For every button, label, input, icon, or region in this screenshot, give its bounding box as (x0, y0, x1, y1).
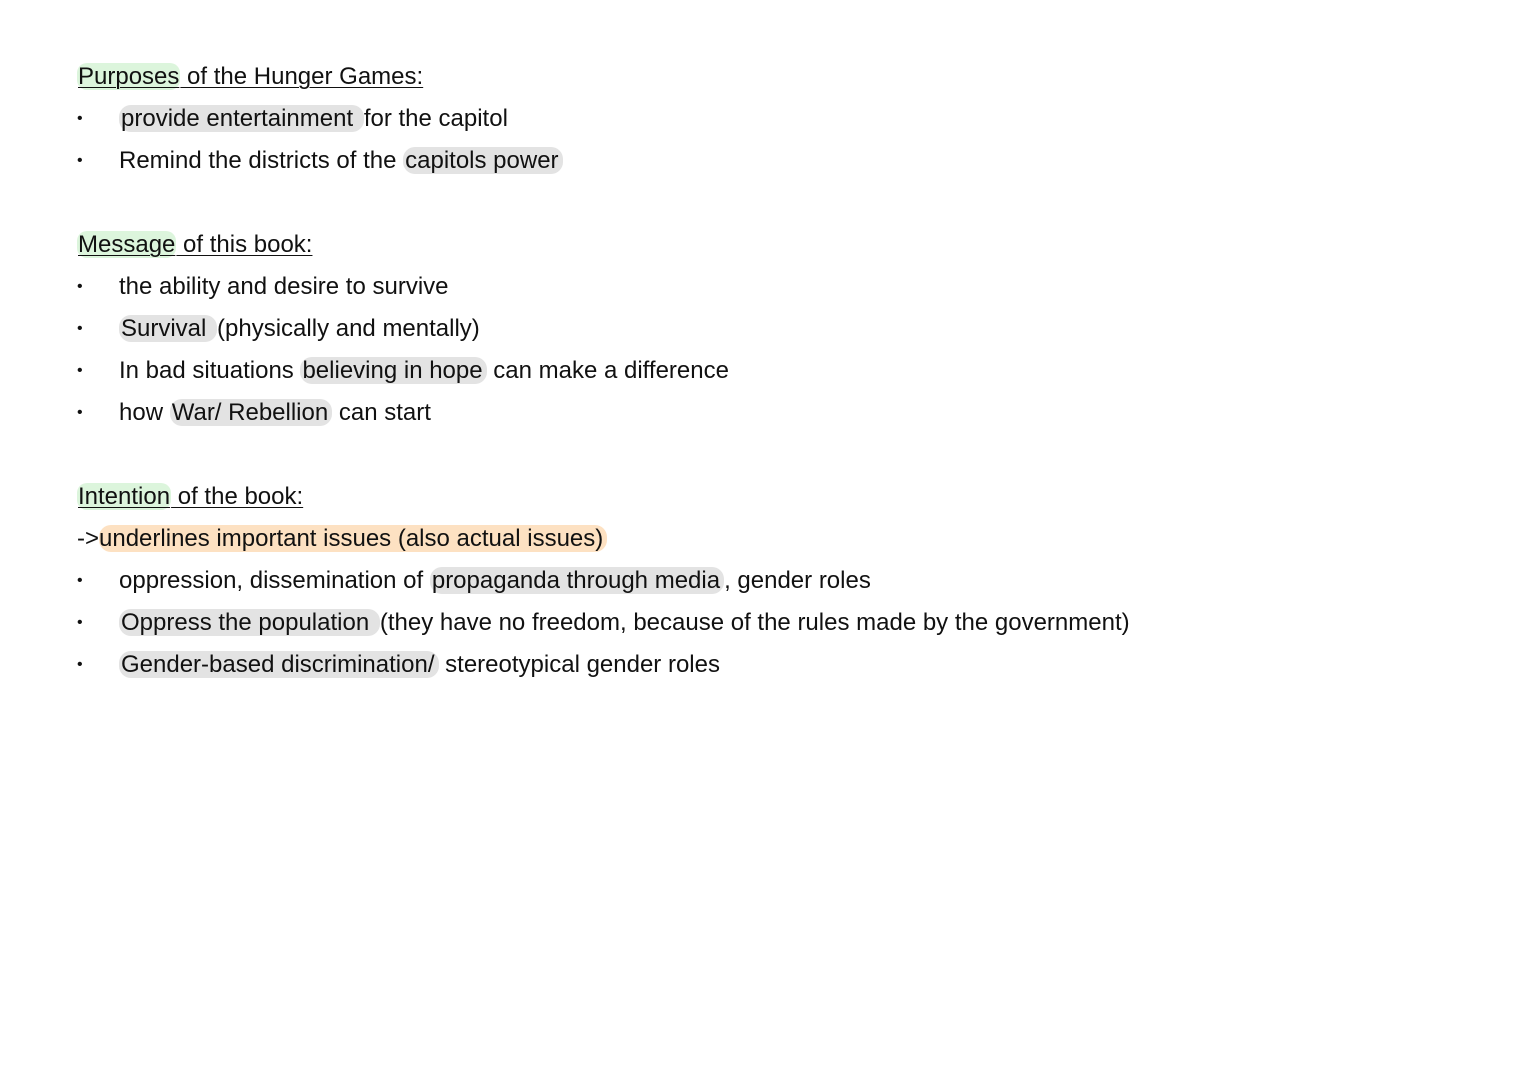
bullet-icon: • (77, 572, 83, 589)
list-item (77, 392, 1477, 434)
highlighted-text: believing in hope (300, 357, 486, 384)
plain-text: , gender roles (724, 567, 871, 594)
heading-rest: of this book: (176, 231, 313, 258)
list-item (77, 266, 1477, 308)
bullet-list (77, 560, 1477, 686)
bullet-icon: • (77, 152, 83, 169)
heading-rest: of the Hunger Games: (180, 63, 424, 90)
plain-text: (physically and mentally) (217, 315, 480, 342)
heading-highlight: Intention (78, 483, 171, 510)
bullet-list (77, 266, 1477, 434)
bullet-list (77, 98, 1477, 182)
section-heading (77, 224, 1477, 266)
plain-text: can make a difference (486, 357, 729, 384)
bullet-icon: • (77, 110, 83, 127)
bullet-icon: • (77, 656, 83, 673)
plain-text: for the capitol (363, 105, 508, 132)
highlighted-text: provide entertainment (119, 105, 364, 132)
heading-highlight: Message (78, 231, 176, 258)
plain-text: oppression, dissemination of (119, 567, 430, 594)
highlighted-text: Oppress the population (119, 609, 380, 636)
bullet-icon: • (77, 278, 83, 295)
highlighted-text: Gender-based discrimination/ (119, 651, 439, 678)
list-item (77, 644, 1477, 686)
plain-text: In bad situations (119, 357, 301, 384)
plain-text: the ability and desire to survive (119, 273, 449, 300)
plain-text: stereotypical gender roles (438, 651, 720, 678)
list-item (77, 350, 1477, 392)
section-heading (77, 476, 1477, 518)
bullet-icon: • (77, 614, 83, 631)
plain-text: can start (332, 399, 431, 426)
highlighted-text: Survival (119, 315, 217, 342)
section-message (77, 224, 1477, 434)
list-item (77, 602, 1477, 644)
list-item (77, 98, 1477, 140)
highlighted-text: War/ Rebellion (170, 399, 333, 426)
heading-rest: of the book: (171, 483, 304, 510)
heading-highlight: Purposes (78, 63, 180, 90)
bullet-icon: • (77, 320, 83, 337)
arrow-prefix: -> (77, 525, 100, 552)
highlighted-text: propaganda through media (430, 567, 724, 594)
section-purposes (77, 56, 1477, 182)
list-item (77, 308, 1477, 350)
section-intention (77, 476, 1477, 686)
bullet-icon: • (77, 362, 83, 379)
bullet-icon: • (77, 404, 83, 421)
list-item (77, 140, 1477, 182)
highlighted-text: capitols power (403, 147, 562, 174)
list-item (77, 560, 1477, 602)
plain-text: how (119, 399, 170, 426)
document-page (77, 56, 1477, 686)
plain-text: Remind the districts of the (119, 147, 404, 174)
highlighted-text: underlines important issues (also actual issues) (99, 525, 607, 552)
intro-line (77, 518, 1477, 560)
plain-text: (they have no freedom, because of the rules made by the government) (379, 609, 1130, 636)
section-heading (77, 56, 1477, 98)
